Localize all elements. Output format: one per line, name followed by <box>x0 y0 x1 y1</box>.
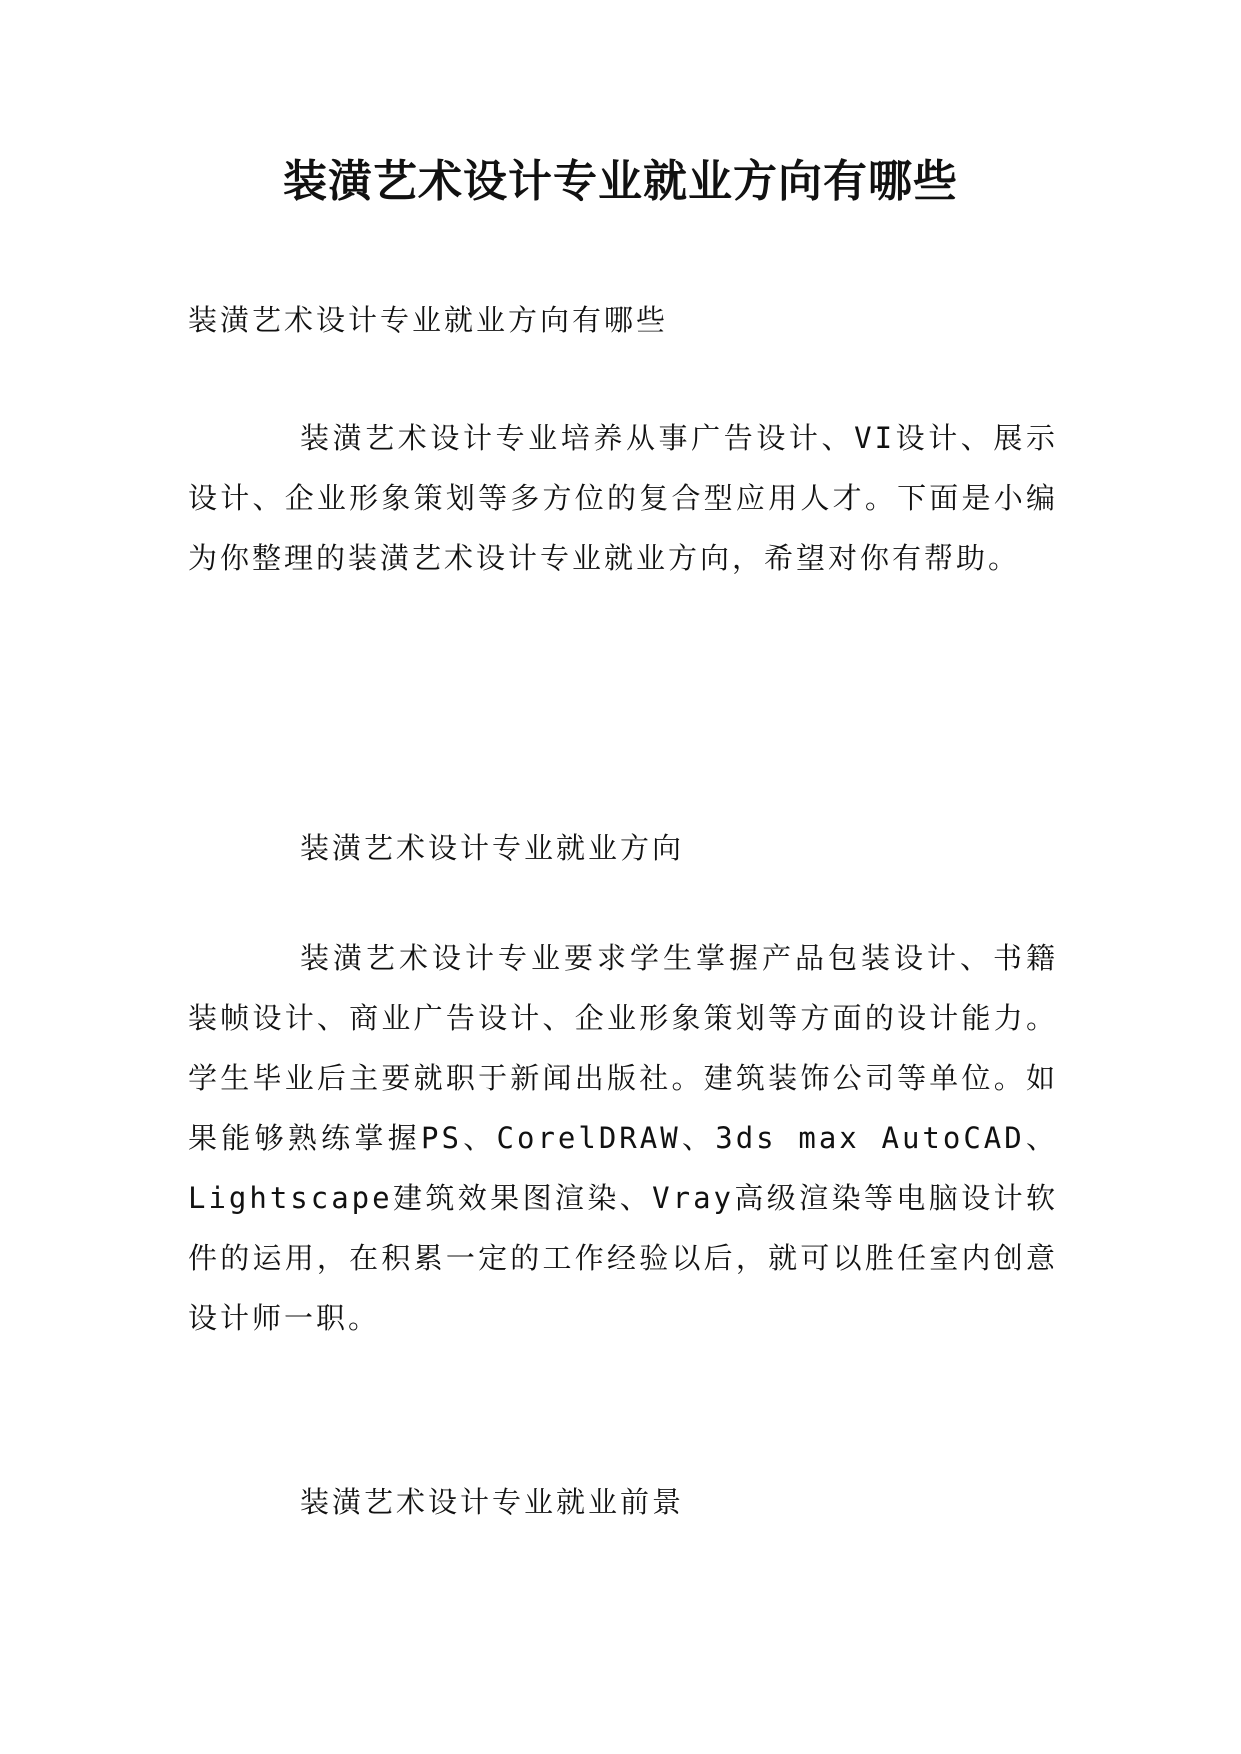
document-subtitle: 装潢艺术设计专业就业方向有哪些 <box>188 303 669 337</box>
section-heading-prospects: 装潢艺术设计专业就业前景 <box>300 1485 685 1519</box>
document-title: 装潢艺术设计专业就业方向有哪些 <box>283 156 958 207</box>
intro-paragraph: 装潢艺术设计专业培养从事广告设计、VI设计、展示设计、企业形象策划等多方位的复合型应用人才。下面是小编为你整理的装潢艺术设计专业就业方向，希望对你有帮助。 <box>188 421 1058 575</box>
direction-paragraph: 装潢艺术设计专业要求学生掌握产品包装设计、书籍装帧设计、商业广告设计、企业形象策划等方面的设计能力。学生毕业后主要就职于新闻出版社。建筑装饰公司等单位。如果能够熟练掌握PS、CorelDRAW、3ds max AutoCAD、Lightscape建筑效果图渲染、Vray高级渲染等电脑设计软件的运用，在积累一定的工作经验以后，就可以胜任室内创意设计师一职。 <box>188 941 1058 1335</box>
section-heading-direction: 装潢艺术设计专业就业方向 <box>300 831 685 865</box>
